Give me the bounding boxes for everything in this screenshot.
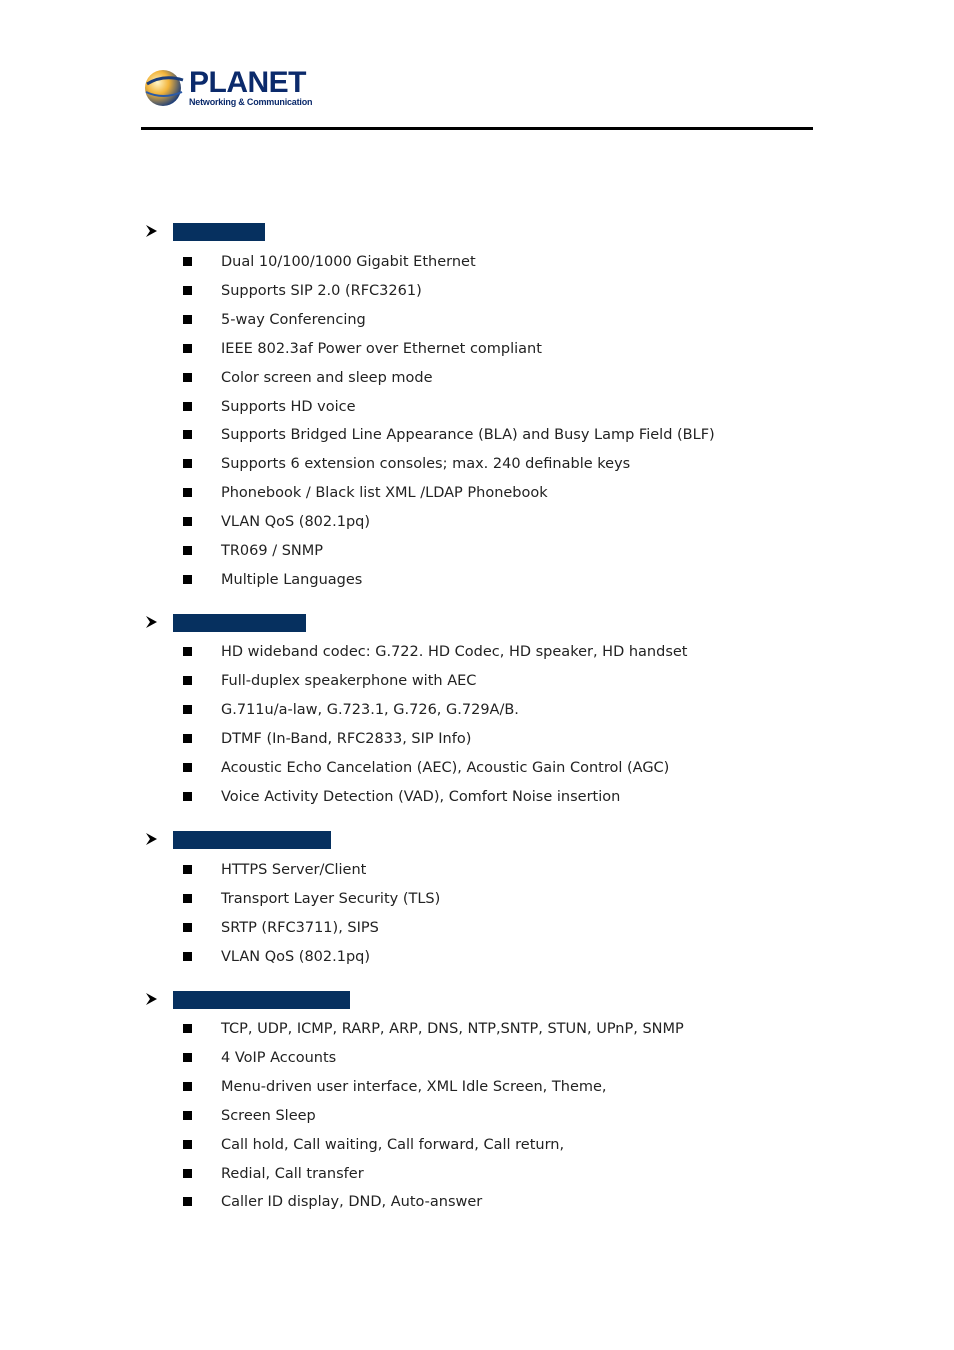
- square-bullet-icon: [183, 676, 192, 685]
- square-bullet-icon: [183, 402, 192, 411]
- list-item-text: G.711u/a-law, G.723.1, G.726, G.729A/B.: [221, 701, 519, 718]
- square-bullet-icon: [183, 1197, 192, 1206]
- square-bullet-icon: [183, 1082, 192, 1091]
- square-bullet-icon: [183, 647, 192, 656]
- arrow-bullet-icon: [144, 224, 158, 238]
- square-bullet-icon: [183, 546, 192, 555]
- square-bullet-icon: [183, 315, 192, 324]
- square-bullet-icon: [183, 1169, 192, 1178]
- arrow-bullet-icon: [144, 992, 158, 1006]
- list-item-text: Supports 6 extension consoles; max. 240 definable keys: [221, 456, 631, 473]
- square-bullet-icon: [183, 734, 192, 743]
- square-bullet-icon: [183, 488, 192, 497]
- planet-globe-icon: [143, 66, 187, 110]
- square-bullet-icon: [183, 430, 192, 439]
- list-item-text: HD wideband codec: G.722. HD Codec, HD speaker, HD handset: [221, 644, 688, 660]
- square-bullet-icon: [183, 763, 192, 772]
- section-heading-bar: [173, 831, 331, 849]
- list-item-text: Phonebook / Black list XML /LDAP Phonebook: [221, 485, 548, 502]
- list-item-text: Menu-driven user interface, XML Idle Screen, Theme,: [221, 1078, 607, 1095]
- square-bullet-icon: [183, 344, 192, 353]
- list-item-text: Dual 10/100/1000 Gigabit Ethernet: [221, 254, 476, 270]
- section-heading-bar: [173, 991, 350, 1009]
- list-item-text: Supports SIP 2.0 (RFC3261): [221, 282, 422, 299]
- square-bullet-icon: [183, 575, 192, 584]
- square-bullet-icon: [183, 792, 192, 801]
- list-item-text: TCP, UDP, ICMP, RARP, ARP, DNS, NTP,SNTP, STUN, UPnP, SNMP: [221, 1021, 684, 1037]
- square-bullet-icon: [183, 952, 192, 961]
- list-item-text: Color screen and sleep mode: [221, 369, 433, 386]
- square-bullet-icon: [183, 1111, 192, 1120]
- square-bullet-icon: [183, 257, 192, 266]
- square-bullet-icon: [183, 1053, 192, 1062]
- list-item-text: Multiple Languages: [221, 571, 363, 588]
- square-bullet-icon: [183, 1024, 192, 1033]
- list-item-text: 5-way Conferencing: [221, 311, 366, 328]
- square-bullet-icon: [183, 923, 192, 932]
- square-bullet-icon: [183, 1140, 192, 1149]
- square-bullet-icon: [183, 517, 192, 526]
- arrow-bullet-icon: [144, 615, 158, 629]
- list-item-text: Acoustic Echo Cancelation (AEC), Acoustic Gain Control (AGC): [221, 759, 670, 776]
- logo-tagline: Networking & Communication: [189, 97, 313, 107]
- list-item-text: Screen Sleep: [221, 1107, 316, 1124]
- list-item-text: VLAN QoS (802.1pq): [221, 948, 371, 965]
- square-bullet-icon: [183, 894, 192, 903]
- list-item-text: HTTPS Server/Client: [221, 862, 367, 878]
- section-heading-bar: [173, 223, 265, 241]
- square-bullet-icon: [183, 373, 192, 382]
- logo-wordmark: PLANET: [189, 66, 306, 99]
- header-divider: [141, 127, 813, 130]
- square-bullet-icon: [183, 286, 192, 295]
- list-item-text: Transport Layer Security (TLS): [221, 890, 441, 907]
- list-item-text: Call hold, Call waiting, Call forward, Call return,: [221, 1136, 565, 1153]
- list-item-text: Voice Activity Detection (VAD), Comfort Noise insertion: [221, 788, 621, 805]
- planet-logo: [143, 66, 313, 110]
- list-item-text: SRTP (RFC3711), SIPS: [221, 919, 379, 936]
- list-item-text: Supports HD voice: [221, 398, 356, 415]
- square-bullet-icon: [183, 705, 192, 714]
- list-item-text: TR069 / SNMP: [221, 543, 324, 559]
- square-bullet-icon: [183, 459, 192, 468]
- list-item-text: IEEE 802.3af Power over Ethernet compliant: [221, 340, 542, 357]
- list-item-text: Supports Bridged Line Appearance (BLA) and Busy Lamp Field (BLF): [221, 427, 715, 444]
- list-item-text: 4 VoIP Accounts: [221, 1049, 337, 1066]
- list-item-text: Redial, Call transfer: [221, 1165, 364, 1182]
- arrow-bullet-icon: [144, 832, 158, 846]
- square-bullet-icon: [183, 865, 192, 874]
- list-item-text: Full-duplex speakerphone with AEC: [221, 672, 477, 689]
- list-item-text: Caller ID display, DND, Auto-answer: [221, 1194, 483, 1211]
- section-heading-bar: [173, 614, 306, 632]
- list-item-text: VLAN QoS (802.1pq): [221, 514, 371, 531]
- list-item-text: DTMF (In-Band, RFC2833, SIP Info): [221, 730, 472, 747]
